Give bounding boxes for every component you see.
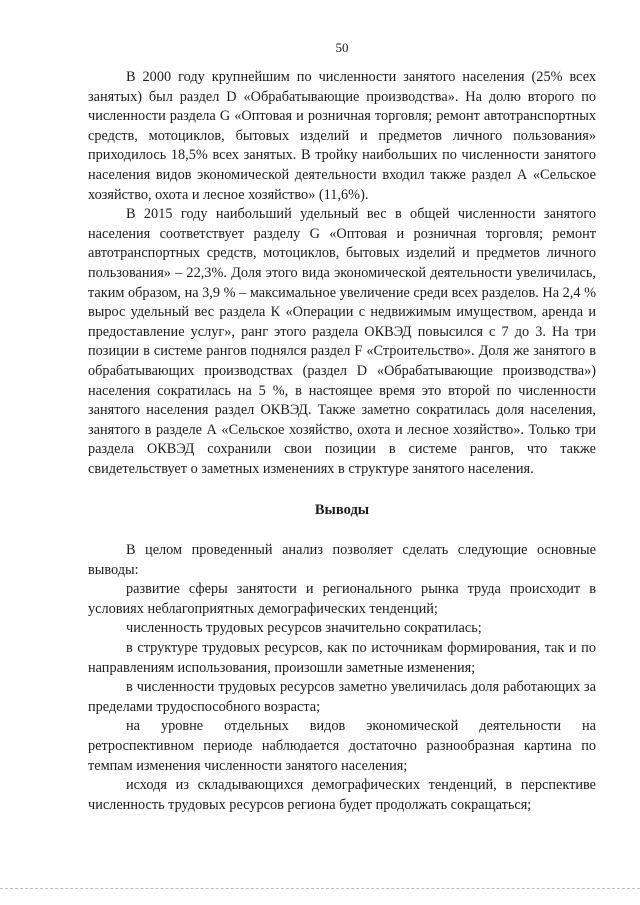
conclusion-item: в структуре трудовых ресурсов, как по источникам формирования, так и по направлениям использования, произошли заметные изменения; xyxy=(88,640,596,676)
conclusion-item: развитие сферы занятости и регионального рынка труда происходит в условиях неблагоприятных демографических тенденций; xyxy=(88,581,596,617)
conclusions-list xyxy=(88,580,596,815)
conclusion-item: в численности трудовых ресурсов заметно увеличилась доля работающих за пределами трудоспособного возраста; xyxy=(88,679,596,715)
scan-edge-divider xyxy=(0,888,640,891)
conclusion-item: численность трудовых ресурсов значительно сократилась; xyxy=(126,620,482,637)
conclusions-intro: В целом проведенный анализ позволяет сделать следующие основные выводы: xyxy=(88,542,596,578)
section-heading-conclusions: Выводы xyxy=(314,502,370,519)
body-text xyxy=(88,68,596,815)
paragraph-2000: В 2000 году крупнейшим по численности занятого населения (25% всех занятых) был раздел D «Обрабатывающие производства». На долю второго по численности раздела G «Оптовая и розничная торговля; ремонт автотранспортных средств, мотоциклов, бытовых изделий и предметов личного пользования» приходилось 18,5% всех занятых. В тройку наибольших по численности занятого населения видов экономической деятельности входил также раздел А «Сельское хозяйство, охота и лесное хозяйство» (11,6%). xyxy=(88,69,596,203)
conclusion-item: исходя из складывающихся демографических тенденций, в перспективе численность трудовых ресурсов региона будет продолжать сокращаться; xyxy=(88,777,596,813)
paragraph-2015: В 2015 году наибольший удельный вес в общей численности занятого населения соответствует разделу G «Оптовая и розничная торговля; ремонт автотранспортных средств, мотоциклов, бытовых изделий и предметов личного пользования» – 22,3%. Доля этого вида экономической деятельности увеличилась, таким образом, на 3,9 % – максимальное увеличение среди всех разделов. На 2,4 % вырос удельный вес раздела К «Операции с недвижимым имуществом, аренда и предоставление услуг», ранг этого раздела ОКВЭД повысился с 7 до 3. На три позиции в системе рангов поднялся раздел F «Строительство». Доля же занятого в обрабатывающих производствах (раздел D «Обрабатывающие производства») населения сократилась на 5 %, в настоящее время это второй по численности занятого населения раздел ОКВЭД. Также заметно сократилась доля населения, занятого в разделе А «Сельское хозяйство, охота и лесное хозяйство». Только три раздела ОКВЭД сохранили свои позиции в системе рангов, что также свидетельствует о заметных изменениях в структуре занятого населения. xyxy=(88,206,596,477)
conclusion-item: на уровне отдельных видов экономической деятельности на ретроспективном периоде наблюдается достаточно разнообразная картина по темпам изменения численности занятого населения; xyxy=(88,718,596,774)
page-number: 50 xyxy=(335,40,349,55)
